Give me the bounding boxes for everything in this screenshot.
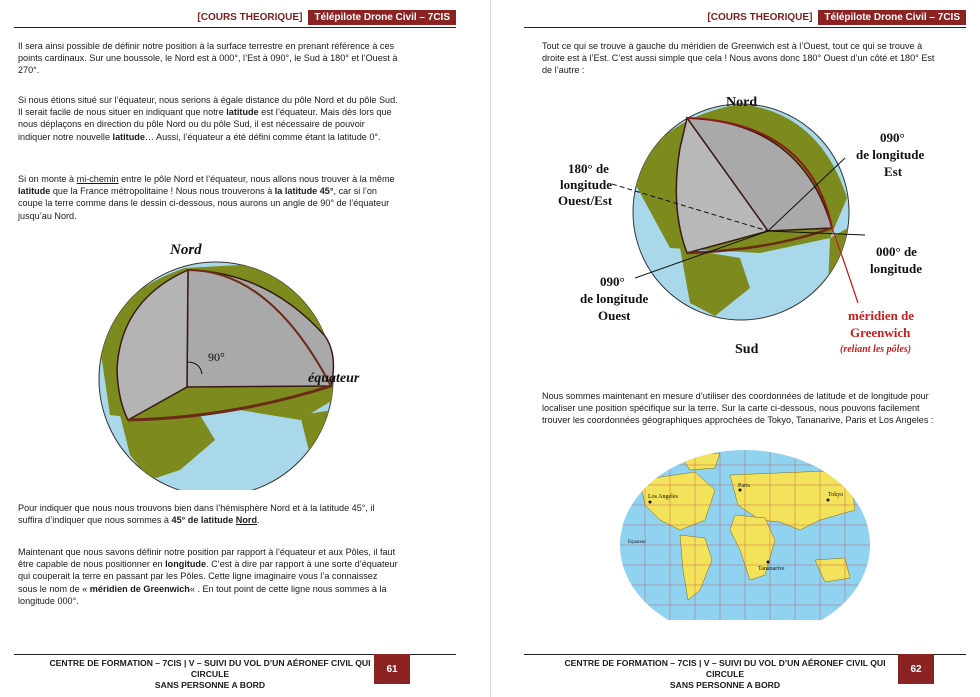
header-badge: Télépilote Drone Civil – 7CIS: [308, 10, 456, 25]
page-footer: [40, 658, 380, 691]
lbl-meridian-line2: Greenwich: [850, 325, 911, 340]
globe-longitude-figure: [510, 88, 980, 363]
paragraph-4-text: [18, 502, 398, 526]
p5-e: « . En tout point de cette ligne nous sommes à la longitude 000°.: [18, 583, 387, 606]
lbl-000-line1: 000° de: [876, 244, 917, 259]
left-page: [0, 0, 470, 697]
header-rule: [524, 27, 966, 28]
map-label-equateur: Equateur: [628, 540, 647, 545]
p3-d: latitude: [18, 186, 51, 197]
header-rule: [14, 27, 456, 28]
p2-d: latitude: [112, 131, 145, 142]
tokyo-marker: [827, 499, 830, 502]
p2-b: latitude: [226, 107, 259, 118]
p5-b: longitude: [165, 559, 207, 570]
p3-a: Si on monte à: [18, 174, 77, 184]
paragraph-4: [18, 502, 398, 526]
footer-line-2: SANS PERSONNE A BORD: [154, 680, 266, 690]
lbl-090w-line1: 090°: [600, 274, 625, 289]
wedge-right-face: [187, 270, 333, 387]
paragraph-2-text: [18, 94, 398, 143]
header-course: [COURS THEORIQUE]: [707, 11, 813, 23]
page-gutter-line: [490, 0, 491, 697]
lbl-000-line2: longitude: [870, 261, 923, 276]
p3-c: entre le pôle Nord et l’équateur, nous allons nous trouver à la même: [118, 174, 395, 184]
page-footer: [555, 658, 895, 691]
page-number: 61: [374, 654, 410, 684]
right-page: [510, 0, 980, 697]
lbl-180-line2: longitude: [560, 177, 613, 192]
fig2-north-label: Nord: [726, 95, 758, 110]
fig1-equator-label: équateur: [308, 371, 360, 386]
lbl-090w-line3: Ouest: [598, 308, 631, 323]
header-badge: Télépilote Drone Civil – 7CIS: [818, 10, 966, 25]
p4-d: .: [257, 515, 260, 526]
page-header: [197, 9, 456, 25]
lbl-090e-line3: Est: [884, 164, 903, 179]
paragraph-5-text: [18, 546, 398, 607]
paragraph-1-text: Il sera ainsi possible de définir notre position à la surface terrestre en prenant référence à ces points cardinaux. Sur une boussole, le Nord est à 000°, l’Est à 090°, le Sud à 180° et l’Ouest à 270°.: [18, 41, 398, 76]
map-label-paris: Paris: [738, 483, 750, 489]
p2-c: est l’équateur. Mais dès lors que nous déplaçons en direction du pôle Nord ou du pôle Sud, il est nécessaire de pouvoir indiquer notre nouvelle: [18, 107, 392, 142]
p2-a: Si nous étions situé sur l’équateur, nous serions à égale distance du pôle Nord et du pôle Sud. Il serait facile de nous situer en indiquant que notre: [18, 95, 398, 118]
los-angeles-marker: [649, 501, 652, 504]
lbl-meridian-line3: (reliant les pôles): [840, 344, 912, 355]
tananarive-marker: [767, 561, 770, 564]
p5-c: . C’est à dire par rapport à une sorte d’équateur qui couperait la terre en passant par les Pôles. Cette ligne imaginaire vous l’a connaissez sous le nom de «: [18, 559, 398, 594]
paragraph-3-text: [18, 173, 398, 222]
paragraph-3: [18, 173, 398, 222]
lbl-meridian-line1: méridien de: [848, 308, 915, 323]
p3-e: que la France métropolitaine ! Nous nous trouverons à: [50, 186, 275, 197]
p4-a: Pour indiquer que nous nous trouvons bien dans l’hémisphère Nord et à la latitude 45°, il suffira d’indiquer que nous sommes à: [18, 503, 375, 526]
footer-line-1: CENTRE DE FORMATION – 7CIS | V – SUIVI DU VOL D’UN AÉRONEF CIVIL QUI CIRCULE: [564, 658, 886, 679]
paragraph-1: [542, 40, 947, 77]
p4-c: Nord: [235, 515, 258, 526]
map-label-tananarive: Tananarive: [758, 566, 785, 572]
fig2-south-label: Sud: [735, 342, 759, 357]
fig1-north-label: Nord: [170, 242, 202, 258]
header-course: [COURS THEORIQUE]: [197, 11, 303, 23]
page-number: 62: [898, 654, 934, 684]
paragraph-2: [18, 94, 398, 143]
lbl-180-line1: 180° de: [568, 161, 609, 176]
footer-line-2: SANS PERSONNE A BORD: [669, 680, 781, 690]
p3-g: , car si l’on coupe la terre comme dans le dessin ci-dessous, nous aurons un angle de 90° de l’équateur jusqu’au Nord.: [18, 186, 390, 221]
lbl-180-line3: Ouest/Est: [558, 193, 613, 208]
paragraph-2: [542, 390, 947, 427]
fig1-angle-label: 90°: [208, 350, 225, 364]
map-label-tokyo: Tokyo: [828, 492, 844, 498]
p3-b: mi-chemin: [76, 174, 119, 184]
lbl-090e-line1: 090°: [880, 130, 905, 145]
paragraph-5: [18, 546, 398, 607]
paragraph-1: [18, 40, 398, 77]
page-header: [707, 9, 966, 25]
p3-f: la latitude 45°: [274, 186, 334, 197]
map-label-los-angeles: Los Angeles: [648, 494, 678, 500]
p5-a: Maintenant que nous savons définir notre position par rapport à l’équateur et aux Pôles, il faut être capable de nous positionner en: [18, 547, 396, 570]
p2-e: … Aussi, l’équateur a été défini comme étant la latitude 0°.: [144, 131, 381, 142]
p5-d: méridien de Greenwich: [89, 583, 190, 594]
paragraph-1-text: Tout ce qui se trouve à gauche du méridien de Greenwich est à l’Ouest, tout ce qui se trouve à droite est à l’Est. C’est aussi simple que cela ! Nous avons donc 180° Ouest d’un côté et 180° Est de l’autre :: [542, 41, 935, 76]
lbl-090w-line2: de longitude: [580, 291, 649, 306]
lbl-090e-line2: de longitude: [856, 147, 925, 162]
footer-line-1: CENTRE DE FORMATION – 7CIS | V – SUIVI DU VOL D’UN AÉRONEF CIVIL QUI CIRCULE: [49, 658, 371, 679]
globe-latitude-figure: [0, 240, 470, 490]
paragraph-2-text: Nous sommes maintenant en mesure d’utiliser des coordonnées de latitude et de longitude pour localiser une position spécifique sur la terre. Sur la carte ci-dessous, nous pouvons facilement trouver les coordonnées géographiques approchées de Tokyo, Tananarive, Paris et Los Angeles :: [542, 391, 934, 426]
p4-b: 45° de latitude: [171, 515, 236, 526]
world-map: [620, 450, 870, 620]
